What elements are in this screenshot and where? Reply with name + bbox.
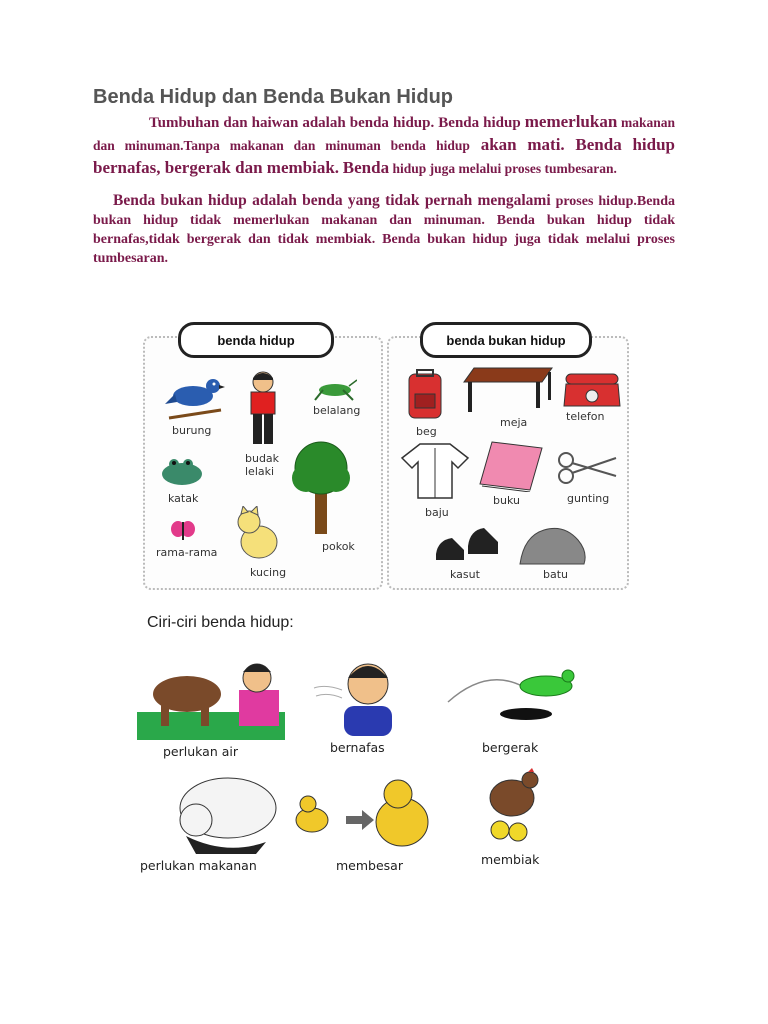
label-perlukan-air: perlukan air (163, 744, 239, 759)
label-bergerak: bergerak (482, 740, 539, 755)
p1-line4: hidup juga melalui proses tumbesaran. (389, 161, 617, 176)
label-perlukan-makanan: perlukan makanan (140, 858, 257, 873)
characteristics-title: Ciri-ciri benda hidup: (147, 614, 294, 631)
book-icon (478, 440, 544, 492)
bag-icon (403, 368, 447, 422)
label-gunting: gunting (567, 492, 610, 505)
paragraph-nonliving-things (93, 191, 675, 268)
p1-word-memerlukan: memerlukan (524, 112, 618, 131)
label-batu: batu (543, 568, 569, 581)
eating-bear-illustration-icon (166, 766, 282, 856)
p1-line3: akan mati. Benda hidup bernafas, bergerak dan membiak. (93, 135, 675, 177)
living-things-title: benda hidup (178, 322, 334, 358)
label-telefon: telefon (566, 410, 605, 423)
label-baju: baju (425, 506, 449, 519)
label-membesar: membesar (336, 858, 403, 873)
p2-word-proses: proses (550, 194, 594, 209)
moving-frog-illustration-icon (446, 662, 582, 722)
label-bernafas: bernafas (330, 740, 385, 755)
paragraph-living-things (93, 111, 675, 180)
cat-icon (233, 506, 283, 562)
p1-line1: Tumbuhan dan haiwan adalah benda hidup. Benda hidup (149, 115, 521, 131)
label-lelaki: lelaki (245, 465, 275, 478)
p1-word-hidup: hidup (436, 138, 470, 153)
label-belalang: belalang (313, 404, 361, 417)
page-title: Benda Hidup dan Benda Bukan Hidup (93, 86, 454, 108)
stone-icon (518, 522, 588, 566)
label-kucing: kucing (250, 566, 287, 579)
p2-rest: hidup.Benda bukan hidup tidak memerlukan makanan dan minuman. Benda bukan hidup tidak bernafas,tidak bergerak dan tidak membiak. Benda bukan hidup juga tidak melalui proses tumbesaran. (93, 194, 675, 266)
label-meja: meja (500, 416, 528, 429)
nonliving-things-title: benda bukan hidup (420, 322, 592, 358)
label-katak: katak (168, 492, 199, 505)
shirt-icon (400, 440, 470, 500)
bird-icon (163, 374, 225, 422)
label-rama-rama: rama-rama (156, 546, 218, 559)
shoes-icon (434, 520, 500, 564)
boy-icon (243, 370, 283, 448)
tree-icon (292, 432, 350, 536)
label-beg: beg (416, 425, 437, 438)
frog-icon (158, 456, 206, 488)
label-membiak: membiak (481, 852, 540, 867)
grasshopper-icon (313, 378, 357, 402)
label-buku: buku (493, 494, 520, 507)
breathing-illustration-icon (312, 654, 422, 738)
butterfly-icon (170, 520, 196, 542)
drinking-water-illustration-icon (137, 650, 285, 740)
table-icon (462, 364, 554, 414)
label-burung: burung (172, 424, 212, 437)
telephone-icon (562, 370, 622, 410)
p2-line1: Benda bukan hidup adalah benda yang tidak pernah mengalami (113, 192, 551, 209)
label-budak: budak (245, 452, 280, 465)
growing-tiger-illustration-icon (290, 776, 436, 850)
label-pokok: pokok (322, 540, 355, 553)
hen-chicks-illustration-icon (484, 768, 544, 848)
scissors-icon (556, 450, 620, 486)
label-kasut: kasut (450, 568, 480, 581)
p1-line2: makanan dan minuman.Tanpa makanan dan minuman benda (93, 115, 675, 153)
p1-word-benda: Benda (342, 158, 390, 177)
